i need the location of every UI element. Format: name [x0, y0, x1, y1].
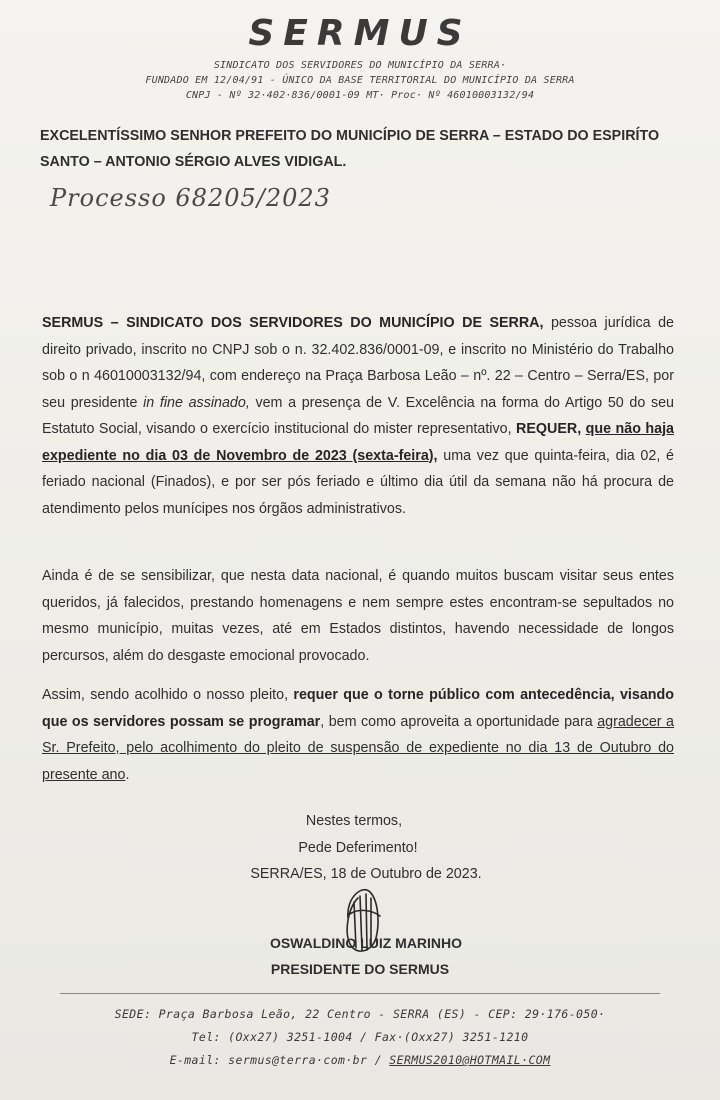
request-keyword: REQUER,: [516, 421, 582, 437]
union-logo: SERMUS: [248, 13, 472, 54]
addressee: EXCELENTÍSSIMO SENHOR PREFEITO DO MUNICÍPIO DE SERRA – ESTADO DO ESPIRÍTO SANTO – ANTONIO SÉRGIO ALVES VIDIGAL.: [40, 128, 660, 170]
closing-request: Pede Deferimento!: [298, 840, 418, 856]
letterhead-union-name: SINDICATO DOS SERVIDORES DO MUNICÍPIO DA SERRA·: [213, 60, 507, 71]
request-underlined: que não haja expediente no dia 03 de Novembro de 2023 (sexta-feira),: [42, 421, 674, 464]
footer: [0, 1003, 720, 1072]
paragraph-request: SERMUS – SINDICATO DOS SERVIDORES DO MUNICÍPIO DE SERRA, pessoa jurídica de direito privado, inscrito no CNPJ sob o n. 32.402.836/0001-09, e inscrito no Ministério do Trabalho sob o n 46010003132/94, com endereço na Praça Barbosa Leão – nº. 22 – Centro – Serra/ES, por seu presidente in fine assinado, vem a presença de V. Excelência na forma do Artigo 50 do seu Estatuto Social, visando o exercício institucional do mister representativo, REQUER, que não haja expediente no dia 03 de Novembro de 2023 (sexta-feira), uma vez que quinta-feira, dia 02, é feriado nacional (Finados), e por ser pós feriado e último dia útil da semana não há procura de atendimento pelos munícipes nos órgãos administrativos.: [42, 315, 675, 517]
signature-block: [0, 930, 720, 982]
signatory-name: OSWALDINO LUIZ MARINHO: [269, 935, 463, 951]
footer-phone: Tel: (Oxx27) 3251-1004 / Fax·(Oxx27) 3251-1210: [191, 1030, 529, 1044]
footer-divider: [60, 993, 660, 994]
closing-date: SERRA/ES, 18 de Outubro de 2023.: [250, 866, 482, 882]
handwritten-process-number: Processo 68205/2023: [50, 184, 331, 212]
closing-terms: Nestes termos,: [305, 813, 403, 829]
signatory-title: PRESIDENTE DO SERMUS: [270, 961, 450, 977]
letterhead-registration: CNPJ - Nº 32·402·836/0001-09 MT· Proc· Nº 46010003132/94: [185, 90, 535, 101]
paragraph-justification: Ainda é de se sensibilizar, que nesta data nacional, é quando muitos buscam visitar seus entes queridos, já falecidos, prestando homenagens e nem sempre estes encontram-se sepultados no mesmo município, muitas vezes, até em Estados distintos, havendo necessidade de longos percursos, além do desgaste emocional provocado.: [42, 568, 674, 664]
paragraph-thanks: Assim, sendo acolhido o nosso pleito, requer que o torne público com antecedência, visando que os servidores possam se programar, bem como aproveita a oportunidade para agradecer a Sr. Prefeito, pelo acolhimento do pleito de suspensão de expediente no dia 13 de Outubro do presente ano.: [42, 687, 674, 783]
footer-address: SEDE: Praça Barbosa Leão, 22 Centro - SERRA (ES) - CEP: 29·176-050·: [114, 1007, 606, 1021]
union-name: SERMUS – SINDICATO DOS SERVIDORES DO MUNICÍPIO DE SERRA,: [42, 315, 544, 331]
letterhead-founded: FUNDADO EM 12/04/91 - ÚNICO DA BASE TERRITORIAL DO MUNICÍPIO DA SERRA: [145, 75, 575, 86]
letterhead: [0, 14, 720, 103]
footer-email: E-mail: sermus@terra·com·br / SERMUS2010@HOTMAIL·COM: [169, 1053, 551, 1067]
